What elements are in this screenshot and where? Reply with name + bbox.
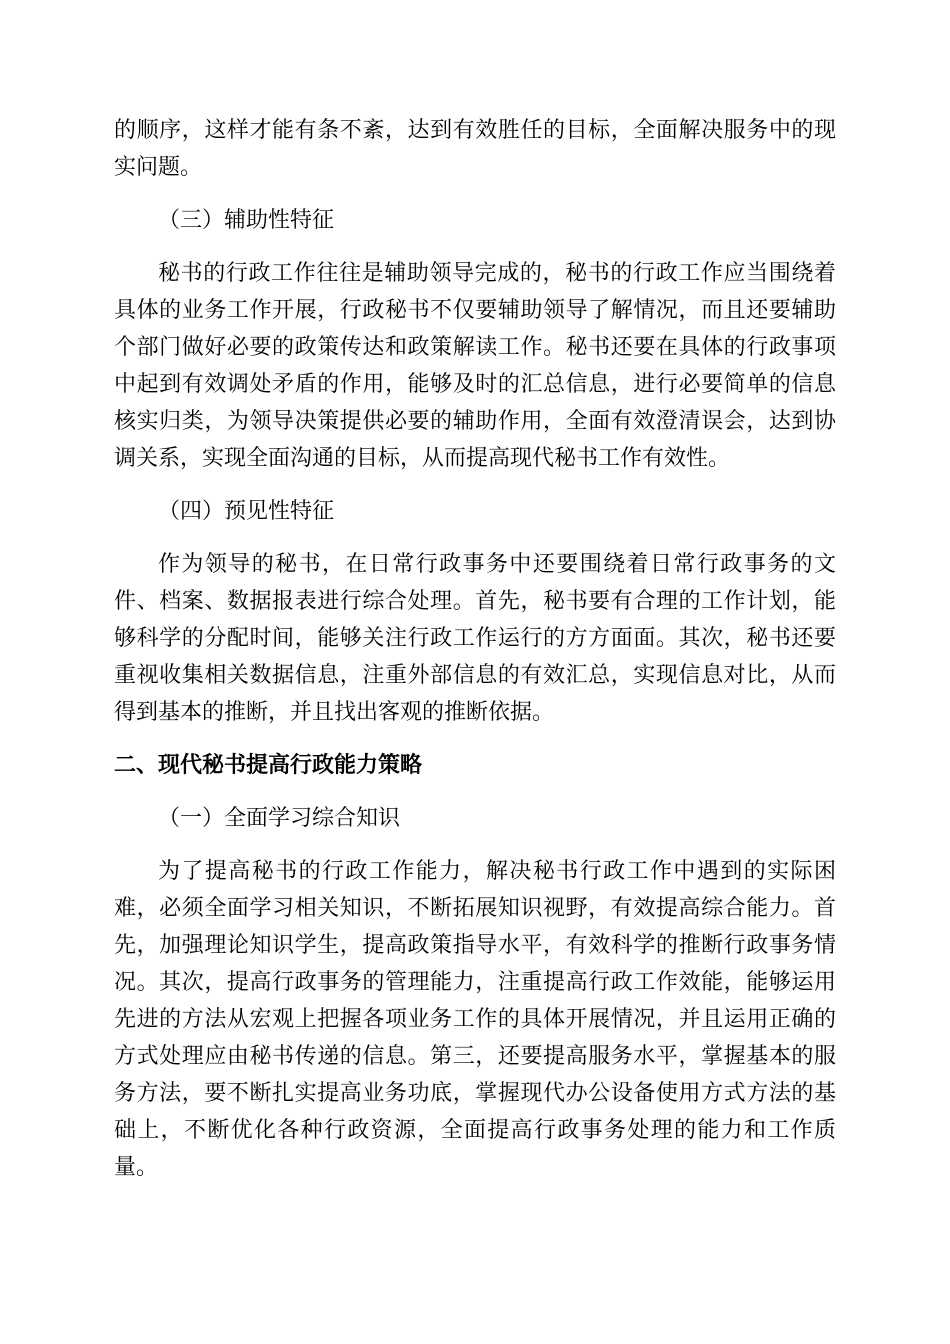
paragraph-continuation <box>114 112 836 186</box>
text-line: 先进的方法从宏观上把握各项业务工作的具体开展情况，并且运用正确的 <box>114 1007 836 1032</box>
subheading-3: （三）辅助性特征 <box>158 208 335 233</box>
text-line: 重视收集相关数据信息，注重外部信息的有效汇总，实现信息对比，从而 <box>114 663 836 688</box>
section-heading-2: 二、现代秘书提高行政能力策略 <box>114 752 423 778</box>
text-line: 件、档案、数据报表进行综合处理。首先，秘书要有合理的工作计划，能 <box>114 589 836 614</box>
subheading-1: （一）全面学习综合知识 <box>158 806 401 831</box>
text-line: 务方法，要不断扎实提高业务功底，掌握现代办公设备使用方式方法的基 <box>114 1081 836 1106</box>
text-line: 作为领导的秘书，在日常行政事务中还要围绕着日常行政事务的文 <box>158 552 836 577</box>
text-line: 方式处理应由秘书传递的信息。第三，还要提高服务水平，掌握基本的服 <box>114 1044 836 1069</box>
text-line: 中起到有效调处矛盾的作用，能够及时的汇总信息，进行必要简单的信息 <box>114 372 836 397</box>
text-line: 够科学的分配时间，能够关注行政工作运行的方方面面。其次，秘书还要 <box>114 626 836 651</box>
text-line: 为了提高秘书的行政工作能力，解决秘书行政工作中遇到的实际困 <box>158 859 836 884</box>
text-line: 核实归类，为领导决策提供必要的辅助作用，全面有效澄清误会，达到协 <box>114 409 836 434</box>
text-line: 量。 <box>114 1155 159 1180</box>
paragraph-sub3 <box>114 255 836 477</box>
text-line: 先，加强理论知识学生，提高政策指导水平，有效科学的推断行政事务情 <box>114 933 836 958</box>
document-page <box>114 112 836 1186</box>
text-line: 具体的业务工作开展，行政秘书不仅要辅助领导了解情况，而且还要辅助 <box>114 298 836 323</box>
text-line: 况。其次，提高行政事务的管理能力，注重提高行政工作效能，能够运用 <box>114 970 836 995</box>
paragraph-sub1 <box>114 853 836 1186</box>
text-line: 秘书的行政工作往往是辅助领导完成的，秘书的行政工作应当围绕着 <box>158 261 836 286</box>
text-line: 实问题。 <box>114 155 203 180</box>
text-line: 的顺序，这样才能有条不紊，达到有效胜任的目标，全面解决服务中的现 <box>114 118 836 143</box>
paragraph-sub4 <box>114 546 836 731</box>
text-line: 得到基本的推断，并且找出客观的推断依据。 <box>114 700 555 725</box>
text-line: 础上，不断优化各种行政资源，全面提高行政事务处理的能力和工作质 <box>114 1118 836 1143</box>
subheading-4: （四）预见性特征 <box>158 499 335 524</box>
text-line: 难，必须全面学习相关知识，不断拓展知识视野，有效提高综合能力。首 <box>114 896 836 921</box>
text-line: 调关系，实现全面沟通的目标，从而提高现代秘书工作有效性。 <box>114 446 731 471</box>
text-line: 个部门做好必要的政策传达和政策解读工作。秘书还要在具体的行政事项 <box>114 335 836 360</box>
